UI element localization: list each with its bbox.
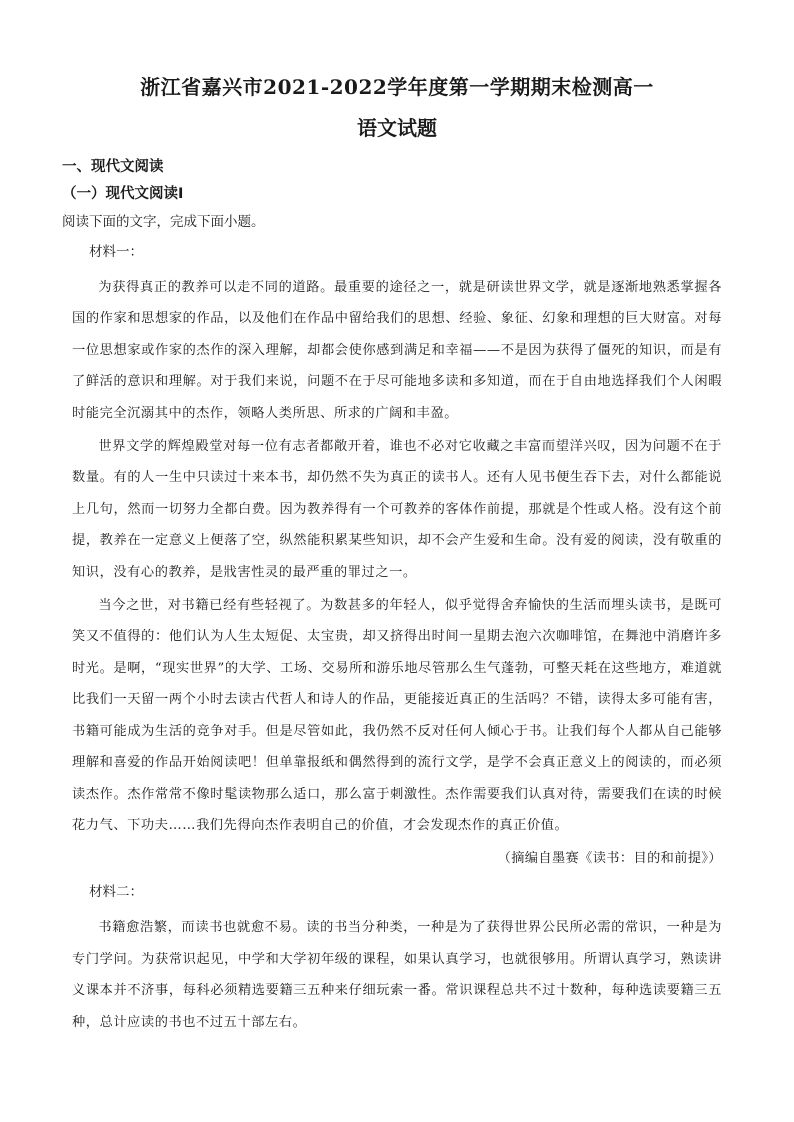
material-one-paragraph: 为获得真正的教养可以走不同的道路。最重要的途径之一，就是研读世界文学，就是逐渐地熟悉掌握各国的作家和思想家的作品，以及他们在作品中留给我们的思想、经验、象征、幻象和理想的巨大财富。对每一位思想家或作家的杰作的深入理解，却都会使你感到满足和幸福——不是因为获得了僵死的知识，而是有了鲜活的意识和理解。对于我们来说，问题不在于尽可能地多读和多知道，而在于自由地选择我们个人闲暇时能完全沉溺其中的杰作，领略人类所思、所求的广阔和丰盈。 (72, 280, 722, 421)
section-heading: 一、现代文阅读 (62, 159, 164, 175)
material-one-source: （摘编自墨赛《读书：目的和前提》） (497, 851, 722, 867)
reading-instruction: 阅读下面的文字，完成下面小题。 (62, 214, 265, 230)
material-one-paragraph: 当今之世，对书籍已经有些轻视了。为数甚多的年轻人，似乎觉得舍弃愉快的生活而埋头读书，是既可笑又不值得的：他们认为人生太短促、太宝贵，却又挤得出时间一星期去泡六次咖啡馆，在舞池中消磨许多时光。是啊，“现实世界”的大学、工场、交易所和游乐地尽管那么生气蓬勃，可整天耗在这些地方，难道就比我们一天留一两个小时去读古代哲人和诗人的作品，更能接近真正的生活吗？不错，读得太多可能有害，书籍可能成为生活的竞争对手。但是尽管如此，我仍然不反对任何人倾心于书。让我们每个人都从自己能够理解和喜爱的作品开始阅读吧！但单靠报纸和偶然得到的流行文学，是学不会真正意义上的阅读的，而必须读杰作。杰作常常不像时髦读物那么适口，那么富于刺激性。杰作需要我们认真对待，需要我们在读的时候花力气、下功夫……我们先得向杰作表明自己的价值，才会发现杰作的真正价值。 (72, 598, 722, 833)
material-two-paragraph: 书籍愈浩繁，而读书也就愈不易。读的书当分种类，一种是为了获得世界公民所必需的常识，一种是为专门学问。为获常识起见，中学和大学初年级的课程，如果认真学习，也就很够用。所谓认真学习，熟读讲义课本并不济事，每科必须精选要籍三五种来仔细玩索一番。常识课程总共不过十数种，每种选读要籍三五种，总计应读的书也不过五十部左右。 (72, 920, 722, 1030)
material-one-paragraph: 世界文学的辉煌殿堂对每一位有志者都敞开着，谁也不必对它收藏之丰富而望洋兴叹，因为问题不在于数量。有的人一生中只读过十来本书，却仍然不失为真正的读书人。还有人见书便生吞下去，对什么都能说上几句，然而一切努力全都白费。因为教养得有一个可教养的客体作前提，那就是个性或人格。没有这个前提，教养在一定意义上便落了空，纵然能积累某些知识，却不会产生爱和生命。没有爱的阅读，没有敬重的知识，没有心的教养，是戕害性灵的最严重的罪过之一。 (72, 439, 722, 580)
subsection-heading: （一）现代文阅读Ⅰ (62, 186, 184, 202)
exam-title: 浙江省嘉兴市2021-2022学年度第一学期期末检测高一 (140, 75, 654, 99)
material-one-label: 材料一： (89, 244, 143, 260)
exam-subtitle: 语文试题 (357, 116, 437, 140)
material-two-label: 材料二： (89, 884, 143, 901)
